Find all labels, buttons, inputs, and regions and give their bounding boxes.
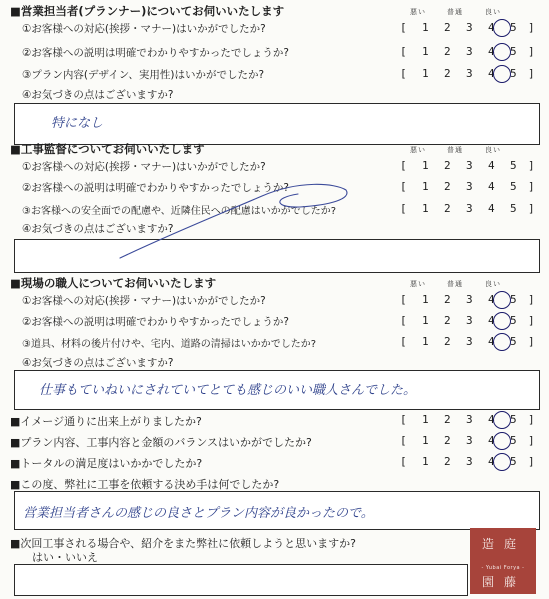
sales-q1: ①お客様への対応(挨拶・マナー)はいかがでしたか? [22,23,266,35]
scale-digit-4: 4 [488,67,495,80]
scale-bracket-right: ] [528,455,535,468]
scale-digit-1: 1 [422,413,429,426]
scale-header-normal: 普通 [447,8,463,16]
sales-heading: ■営業担当者(プランナー)についてお伺いいたします [10,4,285,18]
scale-bracket-left: [ [400,434,407,447]
scale-digit-2: 2 [444,159,451,172]
scale-digit-5: 5 [510,434,517,447]
supervisor-q3: ③お客様への安全面での配慮や、近隣住民への配慮はいかがでしたか? [22,206,337,217]
scale-digit-3: 3 [466,455,473,468]
scale-digit-3: 3 [466,45,473,58]
craftsmen-comment: 仕事もていねいにされていてとても感じのいい職人さんでした。 [39,383,417,398]
stamp-char: 園 [482,575,495,589]
scale-digit-5: 5 [510,413,517,426]
scale-bracket-right: ] [528,293,535,306]
scale-digit-5: 5 [510,21,517,34]
scale-digit-2: 2 [444,335,451,348]
scale-bracket-left: [ [400,314,407,327]
sales-comment: 特になし [51,116,104,131]
scale-bracket-left: [ [400,67,407,80]
scale-digit-3: 3 [466,159,473,172]
scale-digit-2: 2 [444,67,451,80]
scale-digit-5: 5 [510,67,517,80]
scale-digit-2: 2 [444,314,451,327]
scale-bracket-right: ] [528,45,535,58]
scale-digit-5: 5 [510,314,517,327]
scale-digit-2: 2 [444,21,451,34]
supervisor-q1: ①お客様への対応(挨拶・マナー)はいかがでしたか? [22,161,266,173]
scale-digit-1: 1 [422,293,429,306]
craftsmen-q2: ②お客様への説明は明確でわかりやすかったでしょうか? [22,316,289,328]
scale-bracket-left: [ [400,21,407,34]
scale-bracket-right: ] [528,180,535,193]
scale-digit-1: 1 [422,21,429,34]
craftsmen-q4: ④お気づきの点はございますか? [22,357,174,369]
scale-digit-1: 1 [422,434,429,447]
scale-digit-4: 4 [488,293,495,306]
scale-bracket-left: [ [400,335,407,348]
scale-digit-3: 3 [466,293,473,306]
stamp-char: 造 [482,537,495,551]
scale-digit-1: 1 [422,202,429,215]
scale-digit-2: 2 [444,413,451,426]
scale-digit-4: 4 [488,21,495,34]
scale-header-good: 良い [485,280,501,288]
scale-header-bad: 悪い [410,280,426,288]
scale-bracket-right: ] [528,413,535,426]
stamp-char: 藤 [504,575,517,589]
scale-digit-1: 1 [422,455,429,468]
decision-question: ■この度、弊社に工事を依頼する決め手は何でしたか? [10,478,280,491]
sales-q3: ③プラン内容(デザイン、実用性)はいかがでしたか? [22,69,265,81]
scale-digit-4: 4 [488,455,495,468]
scale-digit-1: 1 [422,335,429,348]
scale-digit-3: 3 [466,180,473,193]
scale-bracket-right: ] [528,21,535,34]
scale-digit-5: 5 [510,159,517,172]
scale-digit-5: 5 [510,335,517,348]
scale-bracket-left: [ [400,202,407,215]
scale-digit-1: 1 [422,180,429,193]
scale-bracket-left: [ [400,413,407,426]
scale-bracket-right: ] [528,159,535,172]
overall-q1: ■イメージ通りに出来上がりましたか? [10,415,202,428]
scale-digit-2: 2 [444,434,451,447]
scale-digit-3: 3 [466,202,473,215]
scale-digit-4: 4 [488,434,495,447]
scale-digit-3: 3 [466,335,473,348]
referral-options[interactable]: はい・いいえ [32,551,98,564]
scale-digit-2: 2 [444,293,451,306]
supervisor-q4: ④お気づきの点はございますか? [22,223,174,235]
scale-bracket-right: ] [528,434,535,447]
scale-bracket-left: [ [400,180,407,193]
scale-bracket-right: ] [528,67,535,80]
sales-q4: ④お気づきの点はございますか? [22,89,174,101]
scale-bracket-left: [ [400,293,407,306]
referral-question: ■次回工事される場合や、紹介をまた弊社に依頼しようと思いますか? [10,537,357,550]
scale-header-bad: 悪い [410,146,426,154]
scale-bracket-left: [ [400,45,407,58]
scale-bracket-right: ] [528,335,535,348]
scale-digit-5: 5 [510,293,517,306]
supervisor-heading: ■工事監督についてお伺いいたします [10,142,205,156]
craftsmen-q1: ①お客様への対応(挨拶・マナー)はいかがでしたか? [22,295,266,307]
scale-bracket-right: ] [528,314,535,327]
supervisor-q2: ②お客様への説明は明確でわかりやすかったでしょうか? [22,182,289,194]
scale-header-bad: 悪い [410,8,426,16]
craftsmen-q3: ③道具、材料の後片付けや、宅内、道路の清掃はいかかでしたか? [22,339,317,350]
scale-digit-2: 2 [444,180,451,193]
scale-digit-1: 1 [422,45,429,58]
scale-digit-1: 1 [422,67,429,80]
scale-digit-4: 4 [488,180,495,193]
stamp-char: 庭 [504,537,517,551]
scale-header-normal: 普通 [447,146,463,154]
scale-digit-5: 5 [510,45,517,58]
overall-q2: ■プラン内容、工事内容と金額のバランスはいかがでしたか? [10,436,312,449]
scale-header-good: 良い [485,146,501,154]
scale-digit-2: 2 [444,45,451,58]
pen-stroke [120,184,347,258]
scale-header-normal: 普通 [447,280,463,288]
overall-q3: ■トータルの満足度はいかかでしたか? [10,457,203,470]
scale-digit-4: 4 [488,314,495,327]
scale-digit-5: 5 [510,202,517,215]
scale-digit-3: 3 [466,21,473,34]
sales-q2: ②お客様への説明は明確でわかりやすかったでしょうか? [22,47,289,59]
scale-bracket-left: [ [400,455,407,468]
scale-bracket-right: ] [528,202,535,215]
scale-digit-2: 2 [444,202,451,215]
stamp-subtitle: - Yubai Forya - [481,565,525,571]
scale-digit-4: 4 [488,413,495,426]
scale-digit-1: 1 [422,314,429,327]
scale-digit-3: 3 [466,67,473,80]
decision-comment: 営業担当者さんの感じの良さとプラン内容が良かったので。 [23,506,374,521]
scale-digit-4: 4 [488,45,495,58]
scale-digit-4: 4 [488,159,495,172]
scale-digit-3: 3 [466,413,473,426]
scale-digit-5: 5 [510,180,517,193]
scale-digit-1: 1 [422,159,429,172]
scale-header-good: 良い [485,8,501,16]
scale-digit-4: 4 [488,335,495,348]
scale-digit-3: 3 [466,314,473,327]
scale-digit-2: 2 [444,455,451,468]
scale-digit-5: 5 [510,455,517,468]
craftsmen-heading: ■現場の職人についてお伺いいたします [10,276,217,290]
scale-bracket-left: [ [400,159,407,172]
scale-digit-4: 4 [488,202,495,215]
scale-digit-3: 3 [466,434,473,447]
